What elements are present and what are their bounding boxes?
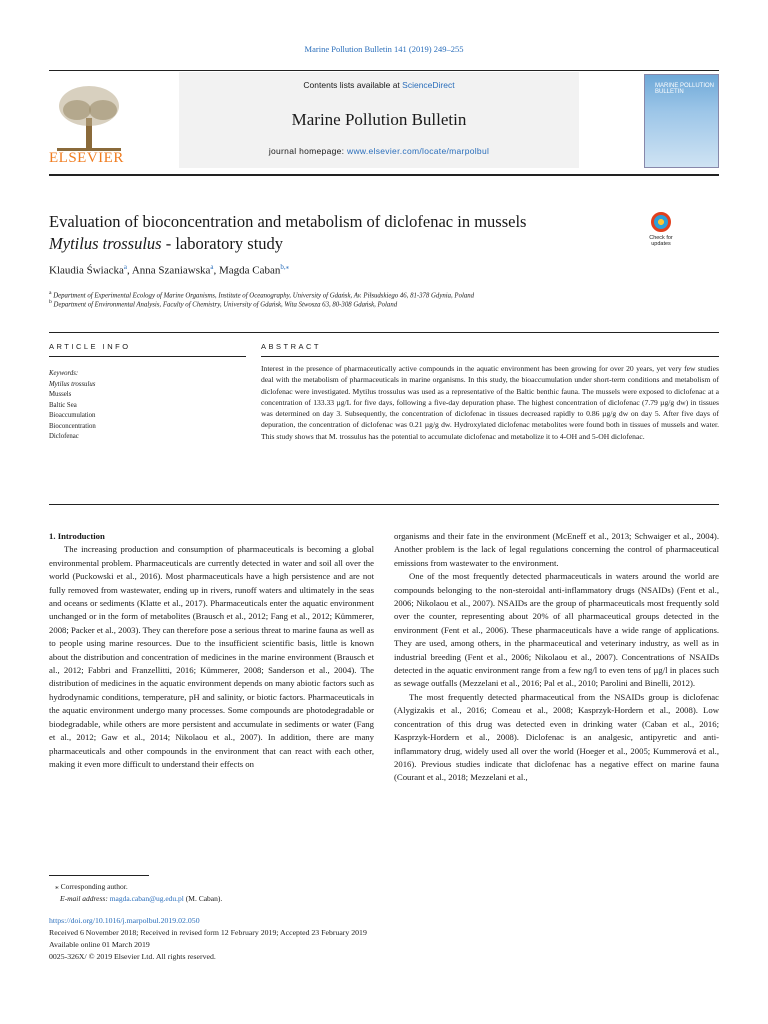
- cover-title: MARINE POLLUTION BULLETIN: [655, 83, 715, 95]
- body-column-left: [49, 530, 374, 771]
- affiliation-sup: b: [49, 299, 52, 305]
- abstract-rule: [261, 356, 719, 357]
- footnote-rule: [49, 875, 149, 876]
- corresponding-author-note: ⁎ Corresponding author.: [55, 882, 128, 891]
- author-sup[interactable]: a: [210, 263, 214, 271]
- received-dates: Received 6 November 2018; Received in revised form 12 February 2019; Accepted 23 February 2019: [49, 928, 367, 937]
- body-column-right: [394, 530, 719, 785]
- crossmark-label: Check for updates: [649, 235, 673, 247]
- body-paragraph: The increasing production and consumption of pharmaceuticals is becoming a global environmental problem. Pharmaceuticals are currently detected in water and soil all over the world (Puckowski et al., 2016). Most pharmaceuticals have a high persistence and are not fully removed from wastewater, ending up in rivers, runoff waters and ultimately in the seas and oceans or sediments (Klatte et al., 2017). Pharmaceuticals enter the aquatic environment unchanged or in the form of metabolites (Brausch et al., 2012; Fang et al., 2012; Kümmerer, 2008; Packer et al., 2003). They can therefore pose a serious threat to marine fauna as well as to people using marine resources. Due to the insufficient scientific basis, little is known about the distribution and concentration of medicines in the marine environment (Brausch et al., 2012; Fabbri and Franzellitti, 2016; Kümmerer, 2008; Sanderson et al., 2004). The distribution of medicines in the aquatic environment depends on many abiotic factors such as hydrodynamic conditions, temperature, pH and salinity, or biotic factors. Pharmaceuticals in the aquatic environment undergo many processes. Some compounds are photodegradable or biodegradable, while others are more persistent and accumulate in sediments or water (Fang et al., 2012; Gaw et al., 2014; Nikolaou et al., 2007). In addition, there are many pharmaceuticals and other compounds in the environment that can react with each other, making it even more difficult to understand their effects on: [49, 544, 374, 769]
- keyword-item: Bioconcentration: [49, 422, 96, 430]
- contents-prefix: Contents lists available at: [303, 80, 403, 90]
- title-species: Mytilus trossulus: [49, 234, 162, 253]
- author-name[interactable]: Anna Szaniawska: [131, 264, 211, 277]
- email-suffix: (M. Caban).: [183, 894, 223, 903]
- header-rule-bottom: [49, 174, 719, 176]
- article-title: [49, 211, 639, 255]
- check-for-updates-badge[interactable]: [645, 212, 677, 258]
- journal-homepage: [179, 146, 579, 156]
- author-name[interactable]: Klaudia Świacka: [49, 264, 124, 277]
- title-line-1: Evaluation of bioconcentration and metabolism of diclofenac in mussels: [49, 212, 527, 231]
- section-heading-introduction: 1. Introduction: [49, 531, 105, 541]
- sciencedirect-link[interactable]: ScienceDirect: [402, 80, 455, 90]
- journal-masthead: [49, 72, 719, 170]
- journal-cover-image[interactable]: [644, 74, 719, 168]
- author-name[interactable]: Magda Caban: [218, 264, 281, 277]
- homepage-prefix: journal homepage:: [268, 146, 347, 156]
- abstract-label: ABSTRACT: [261, 342, 322, 351]
- masthead-center: [179, 72, 579, 168]
- email-link[interactable]: magda.caban@ug.edu.pl: [109, 894, 184, 903]
- body-paragraph: One of the most frequently detected pharmaceuticals in waters around the world are compounds belonging to the non-steroidal anti-inflammatory drugs (NSAIDs) (Fent et al., 2006; Nikolaou et al., 2007). NSAIDs are the group of pharmaceuticals most frequently sold over the counter, representing about 20% of all pharmaceutical groups detected in the environment (Fent et al., 2006). These pharmaceuticals have a wide range of applications. They are used, among others, in the pharmaceutical and veterinary industry, as well as in industrial breeding (Fent et al., 2006; Nikolaou et al., 2007). Concentrations of NSAIDs detected in the aquatic environment range from a few ng/l to even tens of µg/l in places such as sewage outfalls (Mezzelani et al., 2016; Pal et al., 2010; Parolini and Binelli, 2012).: [394, 571, 719, 689]
- affiliation: [49, 299, 397, 308]
- body-paragraph: organisms and their fate in the environment (McEneff et al., 2013; Schwaiger et al., 2004). Another problem is the lack of legal regulations concerning the control of pharmaceutical emissions from wastewater to the environment.: [394, 531, 719, 568]
- keyword-item: Baltic Sea: [49, 401, 77, 409]
- crossmark-icon: [651, 212, 671, 232]
- header-rule-top: [49, 70, 719, 71]
- affiliation: [49, 290, 474, 299]
- copyright-line: 0025-326X/ © 2019 Elsevier Ltd. All rights reserved.: [49, 952, 216, 961]
- affiliation-text: Department of Experimental Ecology of Marine Organisms, Institute of Oceanography, University of Gdańsk, Av. Piłsudskiego 46, 81-378 Gdynia, Poland: [53, 292, 475, 300]
- body-paragraph: The most frequently detected pharmaceutical from the NSAIDs group is diclofenac (Alygizakis et al., 2016; Comeau et al., 2008; Kasprzyk-Hordern et al., 2008). Low concentration of this drug was detected even in drinking water (Caban et al., 2016; Kasprzyk-Hordern et al., 2008). Diclofenac is an analgesic, antipyretic and anti-inflammatory drug, widely used all over the world (Hoeger et al., 2005; Kummerová et al., 2016). Previous studies indicate that diclofenac has a negative effect on marine fauna (Courant et al., 2018; Mezzelani et al.,: [394, 691, 719, 783]
- article-info-label: ARTICLE INFO: [49, 342, 131, 351]
- elsevier-wordmark: ELSEVIER: [49, 150, 124, 166]
- email-line: [60, 894, 222, 903]
- journal-citation[interactable]: Marine Pollution Bulletin 141 (2019) 249–255: [304, 44, 464, 54]
- contents-available: [179, 80, 579, 90]
- author-list: Klaudia Świacka$^a$, Anna Szaniawska$^a$, Magda Caban$^{b,⁎}$: [49, 263, 290, 277]
- keywords-label: Keywords:: [49, 370, 79, 377]
- homepage-link[interactable]: www.elsevier.com/locate/marpolbul: [347, 146, 490, 156]
- keyword-item: Diclofenac: [49, 433, 79, 440]
- author-sup[interactable]: b,⁎: [280, 263, 290, 271]
- affiliation-sup: a: [49, 290, 52, 296]
- email-label: E-mail address:: [60, 894, 110, 903]
- doi-link[interactable]: https://doi.org/10.1016/j.marpolbul.2019.02.050: [49, 916, 200, 925]
- front-matter-rule: [49, 332, 719, 333]
- abstract-text: Interest in the presence of pharmaceutically active compounds in the aquatic environment has been growing for over 20 years, yet very few studies deal with the metabolism of pharmaceuticals in marine organisms. In this study, the bioaccumulation under short-term conditions and metabolism of diclofenac were investigated. Mytilus trossulus was used as a representative of the Baltic benthic fauna. The mussels were exposed to diclofenac at a concentration of 133.33 µg/L for five days, following a five-day depuration phase. The highest concentration of diclofenac (7.79 µg/g dw) in tissues was determined on day 3. Subsequently, the concentration of diclofenac in tissues decreased rapidly to 0.86 µg/g dw on day 5. After five days of depuration, the concentration of diclofenac was 0.21 µg/g dw. Hydroxylated diclofenac metabolites were found both in tissues of mussels and water. This study shows that M. trossulus has the potential to accumulate diclofenac and metabolize it to 4-OH and 5-OH diclofenac.: [261, 364, 719, 441]
- affiliation-text: Department of Environmental Analysis, Faculty of Chemistry, University of Gdańsk, Wita Stwosza 63, 80-308 Gdańsk, Poland: [53, 301, 398, 309]
- abstract-bottom-rule: [49, 504, 719, 505]
- article-info-rule: [49, 356, 246, 357]
- keyword-item: Mytilus trossulus: [49, 380, 96, 388]
- keywords-block: [49, 369, 96, 443]
- keyword-item: Mussels: [49, 391, 72, 398]
- available-online: Available online 01 March 2019: [49, 940, 150, 949]
- journal-name: Marine Pollution Bulletin: [291, 110, 467, 129]
- author-sup[interactable]: a: [123, 263, 127, 271]
- title-line-2: - laboratory study: [161, 234, 284, 253]
- keyword-item: Bioaccumulation: [49, 412, 96, 419]
